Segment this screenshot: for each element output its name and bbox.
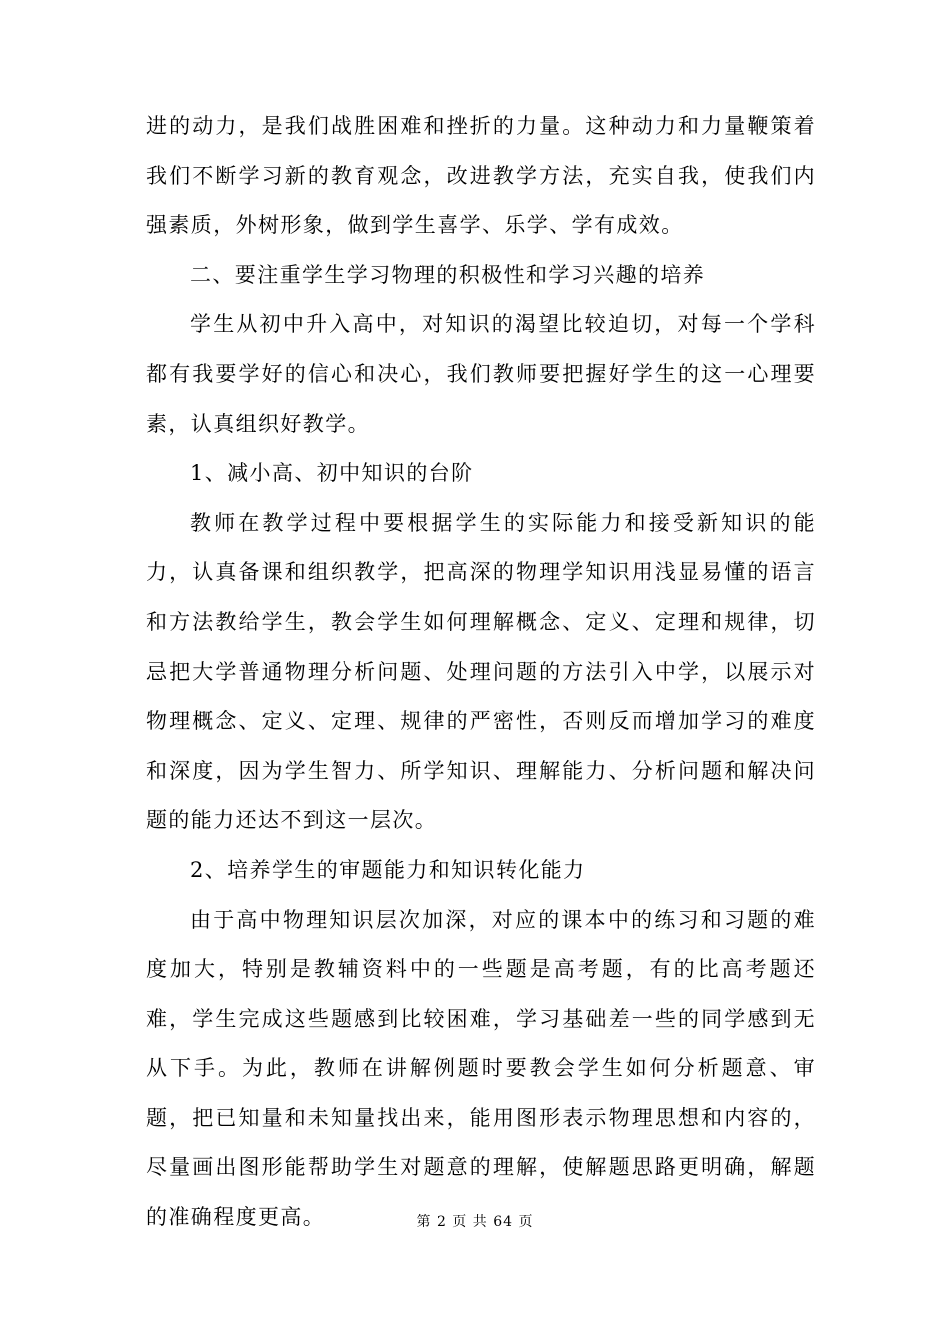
subheading-2: 2、培养学生的审题能力和知识转化能力 (190, 857, 586, 882)
page-number-footer: 第 2 页 共 64 页 (416, 1214, 534, 1230)
document-body (146, 102, 816, 1243)
paragraph-continuation: 进的动力，是我们战胜困难和挫折的力量。这种动力和力量鞭策着我们不断学习新的教育观念，改进教学方法，充实自我，使我们内强素质，外树形象，做到学生喜学、乐学、学有成效。 (146, 114, 816, 238)
paragraph-problem-analysis: 由于高中物理知识层次加深，对应的课本中的练习和习题的难度加大，特别是教辅资料中的一些题是高考题，有的比高考题还难，学生完成这些题感到比较困难，学习基础差一些的同学感到无从下手。为此，教师在讲解例题时要教会学生如何分析题意、审题，把已知量和未知量找出来，能用图形表示物理思想和内容的，尽量画出图形能帮助学生对题意的理解，使解题思路更明确，解题的准确程度更高。 (146, 907, 816, 1230)
subheading-1: 1、减小高、初中知识的台阶 (190, 461, 474, 486)
section-heading-2: 二、要注重学生学习物理的积极性和学习兴趣的培养 (190, 262, 706, 287)
paragraph-students-enter-high-school: 学生从初中升入高中，对知识的渴望比较迫切，对每一个学科都有我要学好的信心和决心，我们教师要把握好学生的这一心理要素，认真组织好教学。 (146, 312, 816, 436)
paragraph-teaching-process: 教师在教学过程中要根据学生的实际能力和接受新知识的能力，认真备课和组织教学，把高深的物理学知识用浅显易懂的语言和方法教给学生，教会学生如何理解概念、定义、定理和规律，切忌把大学普通物理分析问题、处理问题的方法引入中学，以展示对物理概念、定义、定理、规律的严密性，否则反而增加学习的难度和深度，因为学生智力、所学知识、理解能力、分析问题和解决问题的能力还达不到这一层次。 (146, 510, 816, 833)
